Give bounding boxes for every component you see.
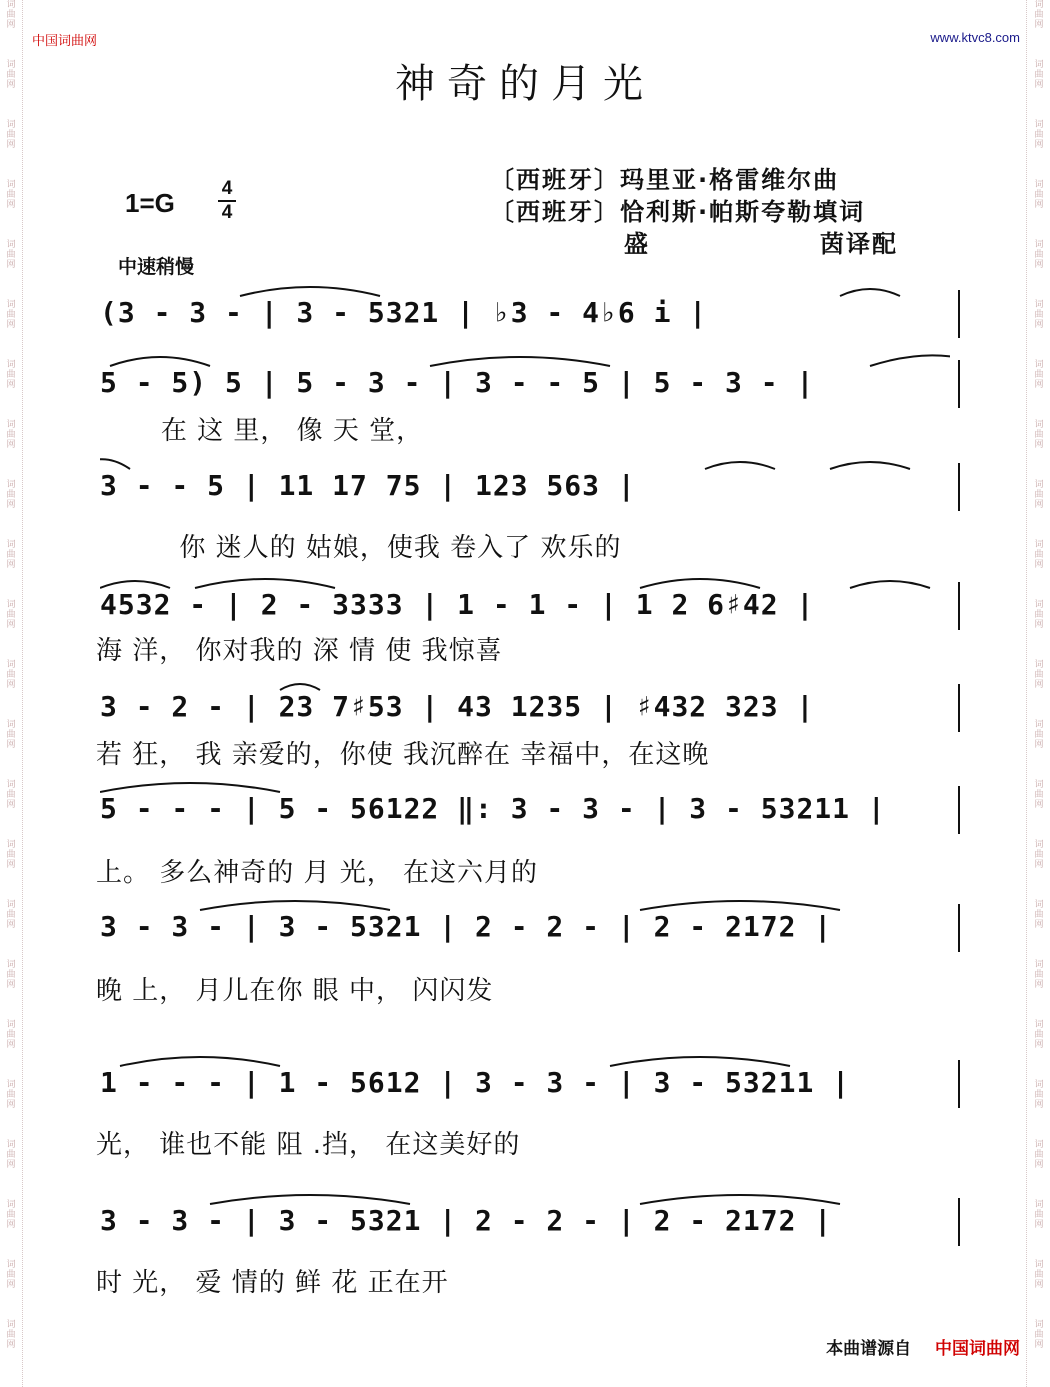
- music-system-6: [0, 778, 1050, 842]
- lyrics-text: 你 迷人的 姑娘，使我 卷入了 欢乐的: [179, 533, 622, 563]
- music-system-4: [0, 574, 1050, 638]
- notation-line: 3 - - 5 | 11 17 75 | 123 563 |: [100, 469, 636, 502]
- watermark-text: 词 曲 网: [1034, 1260, 1044, 1290]
- watermark-text: 词 曲 网: [1034, 60, 1044, 90]
- watermark-text: 词 曲 网: [6, 1200, 16, 1230]
- barline-end: [958, 786, 960, 834]
- slur-marks: [100, 892, 950, 912]
- watermark-text: 词 曲 网: [6, 180, 16, 210]
- lyrics-text: 上。 多么神奇的 月 光， 在这六月的: [96, 858, 539, 888]
- lyrics-line-1: [96, 410, 423, 447]
- lyrics-line-3: [96, 630, 503, 667]
- watermark-text: 词 曲 网: [6, 420, 16, 450]
- watermark-text: 词 曲 网: [1034, 1320, 1044, 1350]
- footer-brand[interactable]: 中国词曲网: [935, 1339, 1020, 1359]
- lyrics-text: 光， 谁也不能 阻 .挡， 在这美好的: [96, 1130, 521, 1160]
- watermark-text: 词 曲 网: [1034, 1200, 1044, 1230]
- watermark-text: 词 曲 网: [1034, 1140, 1044, 1170]
- lyrics-line-4: [96, 734, 709, 771]
- lyrics-text: 若 狂， 我 亲爱的，你使 我沉醉在 幸福中，在这晚: [96, 740, 710, 770]
- watermark-text: 词 曲 网: [6, 900, 16, 930]
- watermark-text: 词 曲 网: [1034, 420, 1044, 450]
- notation-line: 5 - 5) 5 | 5 - 3 - | 3 - - 5 | 5 - 3 - |: [100, 366, 815, 399]
- watermark-text: 词 曲 网: [1034, 540, 1044, 570]
- notation-line: 3 - 3 - | 3 - 5321 | 2 - 2 - | 2 - 2172 |: [100, 910, 833, 943]
- lyrics-text: 时 光， 爱 情的 鲜 花 正在开: [96, 1268, 449, 1298]
- notation-line: 5 - - - | 5 - 56122 ‖: 3 - 3 - | 3 - 53211 |: [100, 792, 886, 825]
- lyrics-line-8: [96, 1262, 449, 1299]
- watermark-text: 词 曲 网: [6, 1140, 16, 1170]
- time-signature-bottom: 4: [221, 202, 233, 223]
- watermark-text: 词 曲 网: [6, 1320, 16, 1350]
- watermark-text: 词 曲 网: [6, 540, 16, 570]
- barline-end: [958, 684, 960, 732]
- slur-marks: [100, 451, 950, 471]
- watermark-text: 词 曲 网: [6, 1080, 16, 1110]
- watermark-text: 词 曲 网: [6, 300, 16, 330]
- watermark-text: 词 曲 网: [1034, 0, 1044, 30]
- music-system-5: [0, 676, 1050, 740]
- watermark-text: 词 曲 网: [1034, 780, 1044, 810]
- barline-end: [958, 360, 960, 408]
- watermark-text: 词 曲 网: [6, 960, 16, 990]
- lyrics-text: 在 这 里， 像 天 堂，: [160, 416, 424, 446]
- slur-marks: [100, 278, 950, 298]
- watermark-text: 词 曲 网: [6, 1260, 16, 1290]
- music-system-7: [0, 896, 1050, 960]
- barline-end: [958, 1198, 960, 1246]
- notation-line: (3 - 3 - | 3 - 5321 | ♭3 - 4♭6 i |: [100, 296, 708, 329]
- watermark-text: 词 曲 网: [1034, 960, 1044, 990]
- watermark-text: 词 曲 网: [6, 480, 16, 510]
- notation-line: 4532 - | 2 - 3333 | 1 - 1 - | 1 2 6♯42 |: [100, 588, 815, 621]
- slur-marks: [100, 672, 950, 692]
- translator-family: 茵译配: [820, 230, 898, 258]
- watermark-text: 词 曲 网: [1034, 840, 1044, 870]
- watermark-text: 词 曲 网: [6, 780, 16, 810]
- watermark-text: 词 曲 网: [6, 60, 16, 90]
- song-title: 神奇的月光: [395, 61, 655, 107]
- slur-marks: [100, 774, 950, 794]
- slur-marks: [100, 1048, 950, 1068]
- barline-end: [958, 582, 960, 630]
- watermark-text: 词 曲 网: [1034, 1080, 1044, 1110]
- site-url-right[interactable]: www.ktvc8.com: [930, 30, 1020, 45]
- music-system-2: [0, 352, 1050, 416]
- key-signature: 1=G: [125, 188, 175, 218]
- watermark-text: 词 曲 网: [6, 120, 16, 150]
- watermark-text: 词 曲 网: [6, 0, 16, 30]
- lyrics-line-5: [96, 852, 538, 889]
- slur-marks: [100, 348, 950, 368]
- notation-line: 3 - 3 - | 3 - 5321 | 2 - 2 - | 2 - 2172 |: [100, 1204, 833, 1237]
- watermark-text: 词 曲 网: [1034, 180, 1044, 210]
- watermark-text: 词 曲 网: [6, 240, 16, 270]
- watermark-text: 词 曲 网: [1034, 120, 1044, 150]
- watermark-text: 词 曲 网: [1034, 1020, 1044, 1050]
- barline-end: [958, 290, 960, 338]
- footer-source: 本曲谱源自: [826, 1339, 912, 1359]
- notation-line: 3 - 2 - | 23 7♯53 | 43 1235 | ♯432 323 |: [100, 690, 815, 723]
- watermark-text: 词 曲 网: [6, 600, 16, 630]
- watermark-text: 词 曲 网: [6, 1020, 16, 1050]
- composer-credit: 〔西班牙〕玛里亚·格雷维尔曲: [490, 166, 840, 194]
- watermark-text: 词 曲 网: [1034, 300, 1044, 330]
- notation-line: 1 - - - | 1 - 5612 | 3 - 3 - | 3 - 53211 |: [100, 1066, 851, 1099]
- watermark-text: 词 曲 网: [6, 720, 16, 750]
- music-system-8: [0, 1052, 1050, 1116]
- watermark-text: 词 曲 网: [1034, 600, 1044, 630]
- lyrics-line-6: [96, 970, 493, 1007]
- time-signature-top: 4: [221, 178, 233, 199]
- site-name-left[interactable]: 中国词曲网: [32, 33, 98, 48]
- watermark-text: 词 曲 网: [1034, 240, 1044, 270]
- time-signature: [218, 178, 236, 224]
- watermark-text: 词 曲 网: [1034, 900, 1044, 930]
- footer: [826, 1334, 1020, 1359]
- music-system-9: [0, 1190, 1050, 1254]
- lyrics-text: 晚 上， 月儿在你 眼 中， 闪闪发: [96, 976, 494, 1006]
- music-system-3: [0, 455, 1050, 519]
- tempo-marking: 中速稍慢: [118, 256, 195, 278]
- watermark-text: 词 曲 网: [6, 360, 16, 390]
- barline-end: [958, 463, 960, 511]
- watermark-text: 词 曲 网: [6, 840, 16, 870]
- translator-given: 盛: [624, 230, 650, 258]
- watermark-text: 词 曲 网: [1034, 720, 1044, 750]
- watermark-text: 词 曲 网: [1034, 660, 1044, 690]
- watermark-text: 词 曲 网: [6, 660, 16, 690]
- watermark-text: 词 曲 网: [1034, 480, 1044, 510]
- lyrics-line-2: [96, 527, 621, 564]
- watermark-text: 词 曲 网: [1034, 360, 1044, 390]
- lyrics-line-7: [96, 1124, 520, 1161]
- lyricist-credit: 〔西班牙〕恰利斯·帕斯夸勒填词: [490, 198, 866, 226]
- lyrics-text: 海 洋， 你对我的 深 情 使 我惊喜: [96, 636, 503, 666]
- barline-end: [958, 1060, 960, 1108]
- slur-marks: [100, 1186, 950, 1206]
- music-system-1: [0, 282, 1050, 346]
- barline-end: [958, 904, 960, 952]
- slur-marks: [100, 570, 950, 590]
